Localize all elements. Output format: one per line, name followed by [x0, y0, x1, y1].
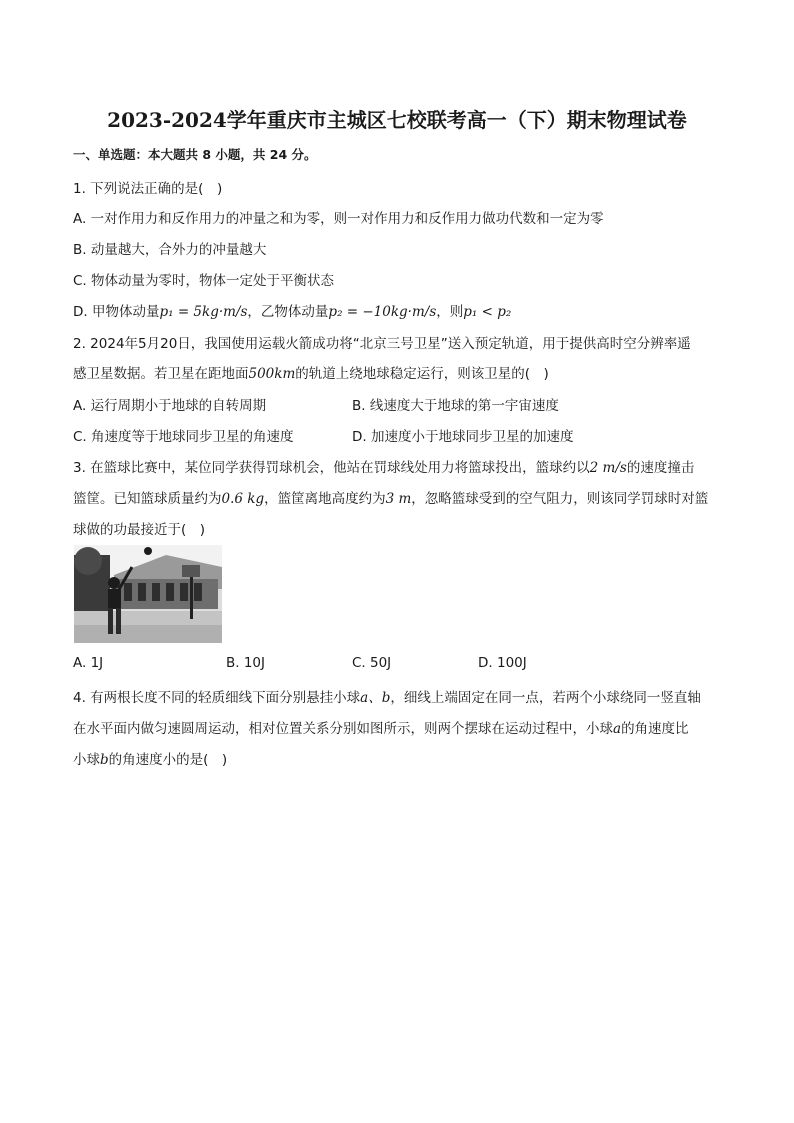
q4-stem-line-2 — [73, 717, 689, 737]
q3-formula-3: 3 m — [385, 491, 412, 507]
section-heading: 一、单选题：本大题共 8 小题，共 24 分。 — [73, 147, 317, 162]
q3-option-b: B. 10J — [226, 655, 266, 671]
q3-text-1: 3. 在篮球比赛中，某位同学获得罚球机会，他站在罚球线处用力将篮球投出，篮球约以 — [73, 460, 590, 476]
q4-text-6: 的角速度小的是( ) — [108, 752, 228, 768]
q1-d-formula-1: p₁ = 5kg·m/s — [159, 304, 248, 320]
q1-d-text-1: D. 甲物体动量 — [73, 304, 160, 320]
q1-d-formula-3: p₁ < p₂ — [463, 304, 512, 320]
q4-text-5: 小球 — [73, 752, 100, 768]
q3-text-3: 篮筐。已知篮球质量约为 — [73, 491, 222, 507]
free-throw-photo — [74, 545, 222, 643]
q4-stem-line-1 — [73, 686, 701, 706]
q2-option-a: A. 运行周期小于地球的自转周期 — [73, 398, 267, 414]
q3-formula-2: 0.6 kg — [221, 491, 265, 507]
q1-d-formula-2: p₂ = −10kg·m/s — [328, 304, 437, 320]
q2-text-2: 的轨道上绕地球稳定运行，则该卫星的( ) — [295, 366, 549, 382]
q3-option-d: D. 100J — [478, 655, 527, 671]
q4-text-2: ，细线上端固定在同一点，若两个小球绕同一竖直轴 — [390, 690, 701, 706]
q3-stem-line-2 — [73, 487, 708, 507]
q2-option-d: D. 加速度小于地球同步卫星的加速度 — [352, 429, 574, 445]
q1-option-b: B. 动量越大，合外力的冲量越大 — [73, 242, 267, 258]
q2-formula: 500km — [248, 366, 296, 382]
q1-stem: 1. 下列说法正确的是( ) — [73, 181, 223, 197]
q2-option-c: C. 角速度等于地球同步卫星的角速度 — [73, 429, 294, 445]
page-title: 2023-2024学年重庆市主城区七校联考高一（下）期末物理试卷 — [107, 108, 687, 132]
q2-stem-line-2 — [73, 362, 549, 382]
q4-text-4: 的角速度比 — [621, 721, 689, 737]
q4-text-3: 在水平面内做匀速圆周运动，相对位置关系分别如图所示，则两个摆球在运动过程中，小球 — [73, 721, 613, 737]
free-throw-photo-image — [74, 545, 222, 643]
q3-text-4: ，篮筐离地高度约为 — [264, 491, 386, 507]
q1-option-d — [73, 300, 511, 320]
q3-text-5: ，忽略篮球受到的空气阻力，则该同学罚球时对篮 — [411, 491, 709, 507]
q4-formula-3: b — [100, 752, 109, 768]
q3-option-a: A. 1J — [73, 655, 104, 671]
q4-text-1: 4. 有两根长度不同的轻质细线下面分别悬挂小球 — [73, 690, 361, 706]
q3-stem-line-1 — [73, 456, 694, 476]
q2-text-1: 感卫星数据。若卫星在距地面 — [73, 366, 249, 382]
q1-d-text-3: ，则 — [436, 304, 464, 320]
q4-formula-1: a、b — [360, 690, 391, 706]
q2-option-b: B. 线速度大于地球的第一宇宙速度 — [352, 398, 559, 414]
q1-option-c: C. 物体动量为零时，物体一定处于平衡状态 — [73, 273, 335, 289]
q3-text-2: 的速度撞击 — [626, 460, 695, 476]
q4-stem-line-3 — [73, 748, 227, 768]
q3-option-c: C. 50J — [352, 655, 392, 671]
q3-formula-1: 2 m/s — [589, 460, 627, 476]
q2-stem-line-1: 2. 2024年5月20日，我国使用运载火箭成功将“北京三号卫星”送入预定轨道，用于提供高时空分辨率遥 — [73, 336, 691, 352]
q1-option-a: A. 一对作用力和反作用力的冲量之和为零，则一对作用力和反作用力做功代数和一定为零 — [73, 211, 604, 227]
q1-d-text-2: ，乙物体动量 — [247, 304, 329, 320]
q3-stem-line-3: 球做的功最接近于( ) — [73, 522, 206, 538]
q4-formula-2: a — [613, 721, 622, 737]
